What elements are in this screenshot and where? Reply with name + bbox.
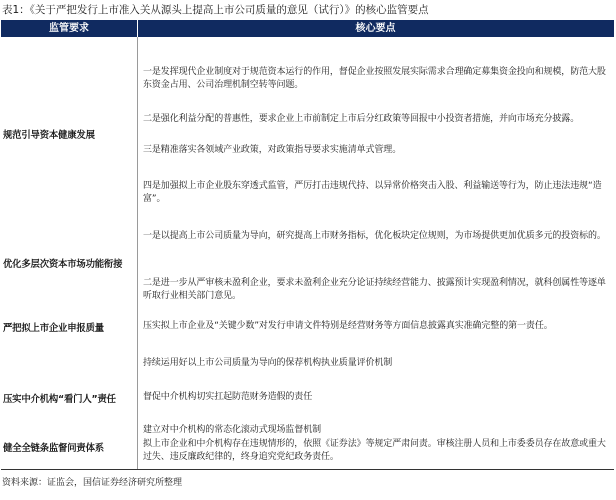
point-intermediary-1: 持续运用好以上市公司质量为导向的保荐机构执业质量评价机制 (143, 358, 393, 368)
category-intermediary-duty: 压实中介机构“看门人”责任 (3, 394, 116, 405)
point-intermediary-2: 督促中介机构切实扛起防范财务造假的责任 (143, 392, 313, 402)
point-capital-3: 三是精准落实各领域产业政策，对政策指导要求实施清单式管理。 (143, 145, 402, 155)
point-market-2: 二是进一步从严审核未盈利企业，要求未盈利企业充分论证持续经营能力、披露预计实现盈利情况，就科创属性等逐单听取行业相关部门意见。 (143, 278, 606, 301)
point-accountability-1: 拟上市企业和中介机构存在违规情形的，依照《证券法》等规定严肃问责。审核注册人员和上市委委员存在故意或重大过失、违反廉政纪律的，终身追究党纪政务责任。 (143, 439, 606, 462)
table-body (1, 37, 614, 469)
point-capital-2: 二是强化利益分配的普惠性，要求企业上市前制定上市后分红政策等回报中小投资者措施，并向市场充分披露。 (143, 114, 580, 124)
source-note: 资料来源：证监会，国信证券经济研究所整理 (2, 478, 183, 488)
point-capital-1: 一是发挥现代企业制度对于规范资本运行的作用，督促企业按照发展实际需求合理确定募集资金投向和规模，防范大股东资金占用、公司治理机制空转等问题。 (143, 67, 606, 90)
category-accountability: 健全全链条监督问责体系 (3, 443, 104, 454)
category-listing-quality: 严把拟上市企业申报质量 (3, 323, 104, 334)
header-requirement: 监管要求 (49, 23, 89, 34)
point-capital-4: 四是加强拟上市企业股东穿透式监管，严厉打击违规代持、以异常价格突击入股、利益输送等行为，防止违法违规“造富”。 (143, 181, 602, 204)
regulation-table (1, 20, 614, 470)
point-listing-1: 压实拟上市企业及“关键少数”对发行申请文件特别是经营财务等方面信息披露真实准确完整的第一责任。 (143, 321, 553, 331)
point-market-1: 一是以提高上市公司质量为导向，研究提高上市财务指标，优化板块定位规则，为市场提供更加优质多元的投资标的。 (143, 231, 606, 241)
column-divider (137, 37, 138, 469)
header-key-points: 核心要点 (355, 23, 396, 34)
point-intermediary-3: 建立对中介机构的常态化滚动式现场监督机制 (143, 425, 322, 435)
table-bottom-rule (1, 469, 614, 470)
category-capital-development: 规范引导资本健康发展 (3, 130, 95, 141)
table-caption: 表1：《关于严把发行上市准入关从源头上提高上市公司质量的意见（试行）》的核心监管要点 (2, 4, 429, 16)
table-header (1, 20, 614, 37)
category-market-linkage: 优化多层次资本市场功能衔接 (3, 259, 123, 270)
